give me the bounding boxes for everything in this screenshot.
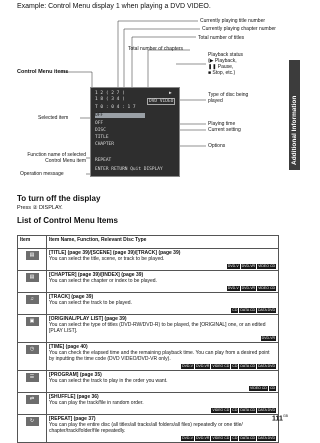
disc-type-badge: VIDEO CD [212,364,230,368]
label-total-titles: Total number of titles [198,35,245,41]
disc-type-badge: DATA CD [240,436,256,440]
disc-type-list [49,407,276,413]
turn-off-instruction: Press ② DISPLAY. [17,205,63,211]
disc-type-badge: DATA CD [240,408,256,412]
osd-option-1: DISC [95,128,106,133]
label-operation-message: Operation message [20,171,64,177]
control-menu-diagram [0,14,276,186]
label-total-chapters: Total number of chapters [128,46,184,52]
disc-type-badge: VIDEO CD [250,386,267,390]
item-description: You can play the entire disc (all titles/all tracks/all folders/all files) repeatedly or one title/ chapter/track/folder/file repeatedly. [49,422,243,434]
item-description: You can select the chapter or index to be played. [49,278,157,284]
item-icon-cell [18,249,47,271]
label-playback-status: Playback status (▶ Playback, ❚❚ Pause, ■ Stop, etc.) [208,52,244,76]
disc-type-badge: DATA DVD [258,364,275,368]
table-row [18,415,279,443]
shuffle-icon: ⇄ [26,395,39,404]
osd-screen [90,87,180,177]
item-description-cell [47,271,279,293]
osd-option-2: TITLE [95,135,109,140]
item-description-cell [47,415,279,443]
item-icon-cell [18,271,47,293]
label-control-menu-items: Control Menu items [17,69,69,75]
item-description-cell [47,343,279,371]
item-icon-cell [18,371,47,393]
col-item-header: Item [18,236,47,249]
side-tab [289,60,300,170]
disc-type-badge: CD [232,436,238,440]
table-row [18,343,279,371]
item-title: [REPEAT] (page 37) [49,416,96,422]
table-row [18,249,279,271]
item-icon-cell [18,293,47,315]
osd-title-counter: 1 2 ( 2 7 ) [95,91,125,96]
item-title: [TIME] (page 40) [49,344,88,350]
label-playing-time: Playing time [208,121,236,127]
item-description-cell [47,315,279,343]
disc-type-badge: DVD-VR [261,336,275,340]
disc-type-list [49,363,276,369]
item-title: [PROGRAM] (page 35) [49,372,102,378]
table-row [18,271,279,293]
disc-type-badge: CD [232,408,238,412]
disc-type-badge: DATA CD [240,364,256,368]
item-title: [SHUFFLE] (page 36) [49,394,99,400]
table-row [18,293,279,315]
time-icon: ◷ [26,345,39,354]
side-tab-label: Additional Information [291,95,298,165]
label-chapter-number: Currently playing chapter number [202,26,276,32]
osd-option-0: OFF [95,121,104,126]
item-description: You can select the title, scene, or track to be played. [49,256,165,262]
disc-type-badge: DVD-VR [241,286,256,290]
disc-type-list [49,435,276,441]
osd-selected-setting: OFF [95,113,145,118]
disc-type-badge: VIDEO CD [258,264,275,268]
disc-type-badge: DVD-V [227,286,239,290]
disc-type-badge: DVD-VR [241,264,256,268]
label-current-setting: Current setting [208,127,241,133]
item-description: You can select the track to be played. [49,300,132,306]
item-description-cell [47,249,279,271]
item-icon-cell [18,315,47,343]
disc-type-badge: DATA DVD [258,436,275,440]
disc-type-badge: DVD-V [182,364,193,368]
label-options: Options [208,143,226,149]
item-icon-cell [18,343,47,371]
disc-type-badge: CD [269,386,275,390]
disc-type-badge: VIDEO CD [258,286,275,290]
osd-playing-time: T 0 : 0 4 : 1 7 [95,105,136,110]
disc-type-badge: VIDEO CD [212,436,230,440]
col-name-header: Item Name, Function, Relevant Disc Type [47,236,279,249]
control-menu-table [17,235,279,443]
item-description-cell [47,393,279,415]
osd-chapter-counter: 1 8 ( 3 4 ) [95,97,125,102]
osd-function-name: REPEAT [95,158,112,163]
item-description: You can check the elapsed time and the remaining playback time. You can play from a desired point by inputting the time code (DVD VIDEO/DVD-VR only). [49,350,270,362]
item-description-cell [47,293,279,315]
item-description: You can select the type of titles (DVD-RW/DVD-R) to be played, the [ORIGINAL] one, or an edited [PLAY LIST]. [49,322,266,334]
disc-type-list [49,285,276,291]
disc-type-list [49,263,276,269]
chapter-icon: ▤ [26,273,39,282]
page-caption: Example: Control Menu display 1 when playing a DVD VIDEO. [17,3,211,10]
original-playlist-icon: ▣ [26,317,39,326]
disc-type-badge: DVD VIDEO [149,99,174,104]
table-row [18,371,279,393]
osd-operation-message: ENTER RETURN Quit DISPLAY [95,167,163,172]
item-description: You can select the track to play in the order you want. [49,378,168,384]
item-icon-cell [18,393,47,415]
disc-type-badge: CD [232,308,238,312]
title-icon: ▤ [26,251,39,260]
osd-option-3: CHAPTER [95,142,114,147]
table-row [18,315,279,343]
repeat-icon: ↻ [26,417,39,426]
item-title: [TITLE] (page 39)/[SCENE] (page 39)/[TRACK] (page 39) [49,250,181,256]
program-icon: ☰ [26,373,39,382]
turn-off-heading: To turn off the display [17,194,101,203]
list-heading: List of Control Menu Items [17,216,118,225]
disc-type-badge: DATA DVD [258,408,275,412]
item-description: You can play the track/file in random order. [49,400,144,406]
item-title: [CHAPTER] (page 39)/[INDEX] (page 39) [49,272,144,278]
item-title: [TRACK] (page 39) [49,294,94,300]
disc-type-badge: DVD-VR [195,436,210,440]
item-title: [ORIGINAL/PLAY LIST] (page 39) [49,316,127,322]
disc-type-badge: DVD-V [182,436,193,440]
page-number: $111^{GB}$ [272,414,288,423]
table-row [18,393,279,415]
disc-type-badge: DATA CD [240,308,256,312]
label-selected-item: Selected item [38,115,69,121]
disc-type-badge: DVD-V [227,264,239,268]
item-description-cell [47,371,279,393]
disc-type-badge: DVD-VR [195,364,210,368]
table-body [18,249,279,443]
track-icon: ♫ [26,295,39,304]
label-function-name: Function name of selected Control Menu item [27,152,86,164]
disc-type-badge: VIDEO CD [212,408,230,412]
disc-type-badge: CD [232,364,238,368]
disc-type-list [49,307,276,313]
playback-status-icon: ▶ [169,91,172,96]
disc-type-list [49,385,276,391]
item-icon-cell [18,415,47,443]
disc-type-badge: DATA DVD [258,308,275,312]
disc-type-list [49,335,276,341]
label-title-number: Currently playing title number [200,18,266,24]
label-type-of-disc: Type of disc being played [208,92,249,104]
